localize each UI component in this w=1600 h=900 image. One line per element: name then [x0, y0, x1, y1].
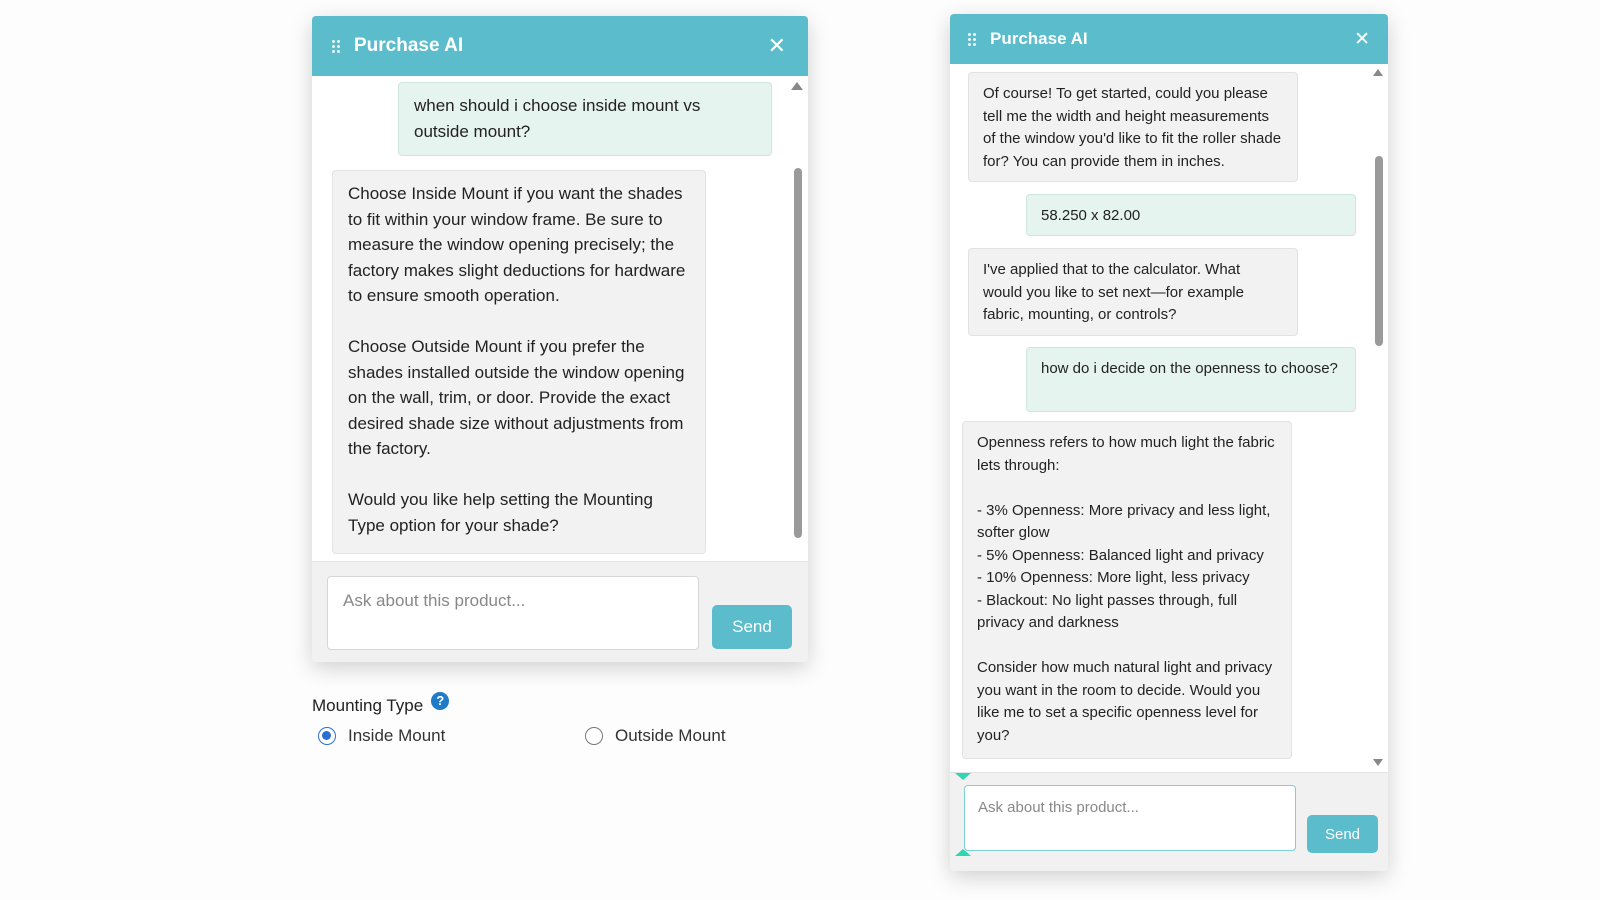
drag-handle-icon[interactable] — [968, 33, 976, 46]
bot-message: Choose Inside Mount if you want the shades to fit within your window frame. Be sure to measure the window opening precisely; the factory makes slight deductions for hardware to ensure smooth operation. Choose Outside Mount if you prefer the shades installed outside the window opening on the wall, trim, or door. Provide the exact desired shade size without adjustments from the factory. Would you like help setting the Mounting Type option for your shade? — [332, 170, 706, 554]
bot-message: Of course! To get started, could you please tell me the width and height measurements of the window you'd like to fit the roller shade for? You can provide them in inches. — [968, 72, 1298, 182]
send-button[interactable]: Send — [1307, 815, 1378, 853]
mounting-type-label — [312, 693, 852, 716]
resize-handle-icon[interactable] — [955, 849, 971, 856]
mounting-options — [312, 726, 852, 756]
radio-label: Inside Mount — [348, 726, 446, 745]
user-message: how do i decide on the openness to choose? — [1026, 347, 1356, 412]
chat-header[interactable] — [950, 14, 1388, 64]
send-button[interactable]: Send — [712, 605, 792, 649]
resize-handle-icon[interactable] — [955, 773, 971, 780]
scrollbar[interactable] — [1372, 64, 1386, 784]
radio-unchecked-icon[interactable] — [585, 727, 603, 745]
radio-label: Outside Mount — [615, 726, 726, 745]
message-list — [950, 64, 1388, 784]
user-message: 58.250 x 82.00 — [1026, 194, 1356, 236]
scrollbar[interactable] — [790, 76, 804, 576]
bot-message: I've applied that to the calculator. What would you like to set next—for example fabric, mounting, or controls? — [968, 248, 1298, 336]
help-icon[interactable]: ? — [431, 692, 449, 710]
scroll-up-arrow[interactable] — [1373, 69, 1383, 76]
scroll-down-arrow[interactable] — [1373, 759, 1383, 766]
chat-header[interactable] — [312, 16, 808, 76]
chat-widget-left — [312, 16, 808, 662]
chat-widget-right — [950, 14, 1388, 871]
drag-handle-icon[interactable] — [332, 40, 340, 53]
input-area — [950, 772, 1388, 871]
radio-outside-mount[interactable] — [585, 726, 726, 746]
input-area — [312, 561, 808, 662]
radio-inside-mount[interactable] — [318, 726, 445, 746]
close-button[interactable]: ✕ — [767, 33, 786, 58]
mounting-type-title: Mounting Type — [312, 696, 424, 715]
mounting-type-section — [312, 693, 852, 756]
radio-checked-icon[interactable] — [318, 727, 336, 745]
bot-message: Openness refers to how much light the fabric lets through: - 3% Openness: More privacy and less light, softer glow - 5% Openness: Balanced light and privacy - 10% Openness: More light, less privacy - Blackout: No light passes through, full privacy and darkness Consider how much natural light and privacy you want in the room to decide. Would you like me to set a specific openness level for you? — [962, 421, 1292, 759]
scroll-thumb[interactable] — [1375, 156, 1383, 346]
close-button[interactable]: ✕ — [1354, 28, 1370, 50]
scroll-thumb[interactable] — [794, 168, 802, 538]
chat-title: Purchase AI — [990, 29, 1088, 48]
chat-input[interactable] — [327, 576, 699, 650]
scroll-up-arrow[interactable] — [791, 82, 803, 90]
chat-input[interactable] — [964, 785, 1296, 851]
chat-title: Purchase AI — [354, 35, 464, 56]
user-message: when should i choose inside mount vs outside mount? — [398, 82, 772, 156]
message-list — [312, 76, 808, 576]
